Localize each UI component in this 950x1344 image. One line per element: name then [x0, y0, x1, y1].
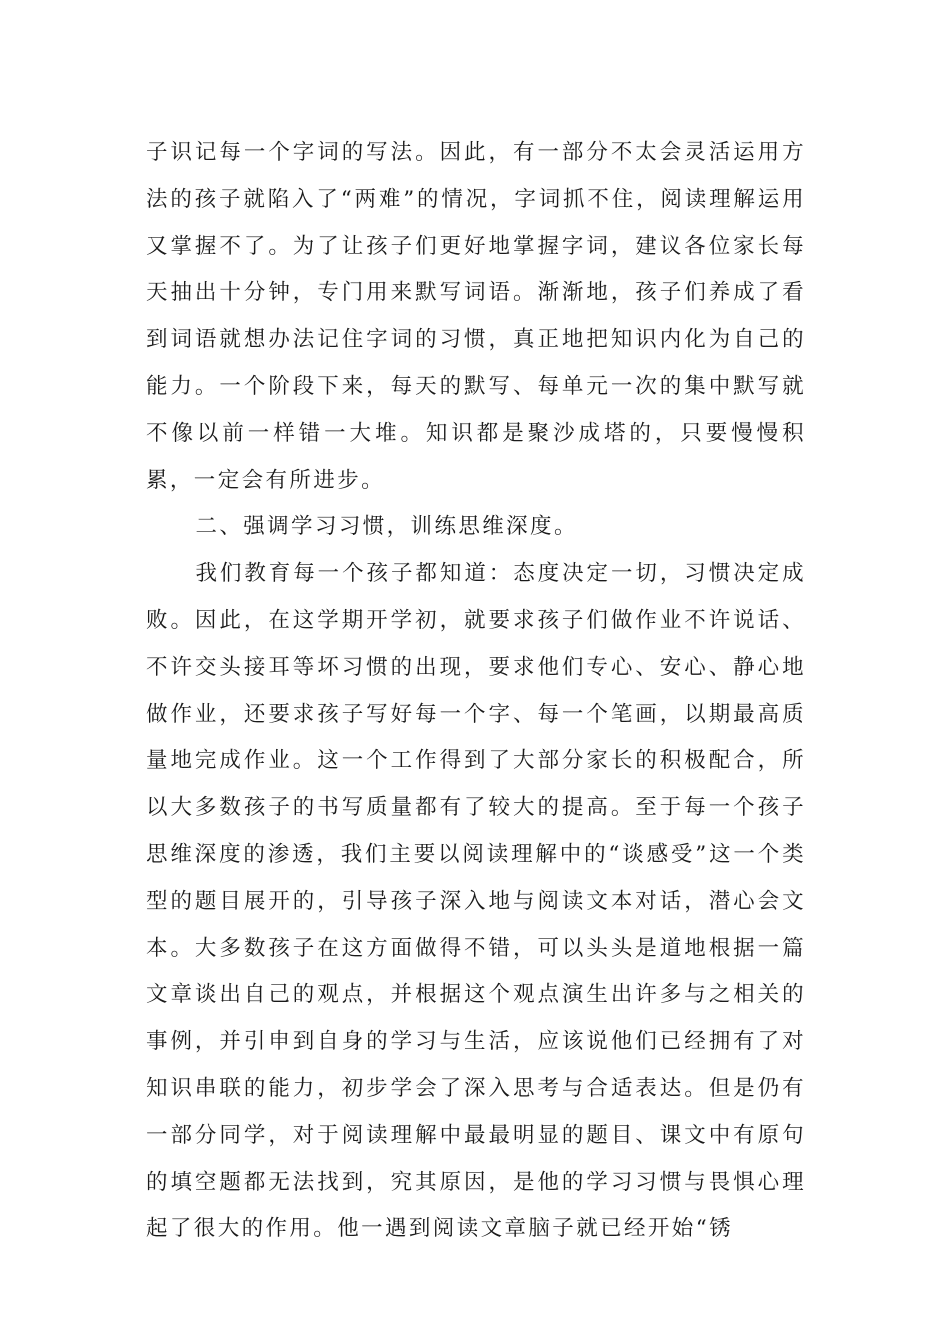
paragraph-continuation: 子识记每一个字词的写法。因此，有一部分不太会灵活运用方法的孩子就陷入了“两难”的情况，字词抓不住，阅读理解运用又掌握不了。为了让孩子们更好地掌握字词，建议各位家长每天抽出十分钟，专门用来默写词语。渐渐地，孩子们养成了看到词语就想办法记住字词的习惯，真正地把知识内化为自己的能力。一个阶段下来，每天的默写、每单元一次的集中默写就不像以前一样错一大堆。知识都是聚沙成塔的，只要慢慢积累，一定会有所进步。 — [146, 140, 806, 493]
paragraph-body: 我们教育每一个孩子都知道：态度决定一切，习惯决定成败。因此，在这学期开学初，就要求孩子们做作业不许说话、不许交头接耳等坏习惯的出现，要求他们专心、安心、静心地做作业，还要求孩子写好每一个字、每一个笔画，以期最高质量地完成作业。这一个工作得到了大部分家长的积极配合，所以大多数孩子的书写质量都有了较大的提高。至于每一个孩子思维深度的渗透，我们主要以阅读理解中的“谈感受”这一个类型的题目展开的，引导孩子深入地与阅读文本对话，潜心会文本。大多数孩子在这方面做得不错，可以头头是道地根据一篇文章谈出自己的观点，并根据这个观点演生出许多与之相关的事例，并引申到自身的学习与生活，应该说他们已经拥有了对知识串联的能力，初步学会了深入思考与合适表达。但是仍有一部分同学，对于阅读理解中最最明显的题目、课文中有原句的填空题都无法找到，究其原因，是他的学习习惯与畏惧心理起了很大的作用。他一遇到阅读文章脑子就已经开始“锈 — [146, 561, 806, 1242]
document-body — [146, 130, 806, 1253]
section-heading: 二、强调学习习惯，训练思维深度。 — [195, 514, 578, 540]
